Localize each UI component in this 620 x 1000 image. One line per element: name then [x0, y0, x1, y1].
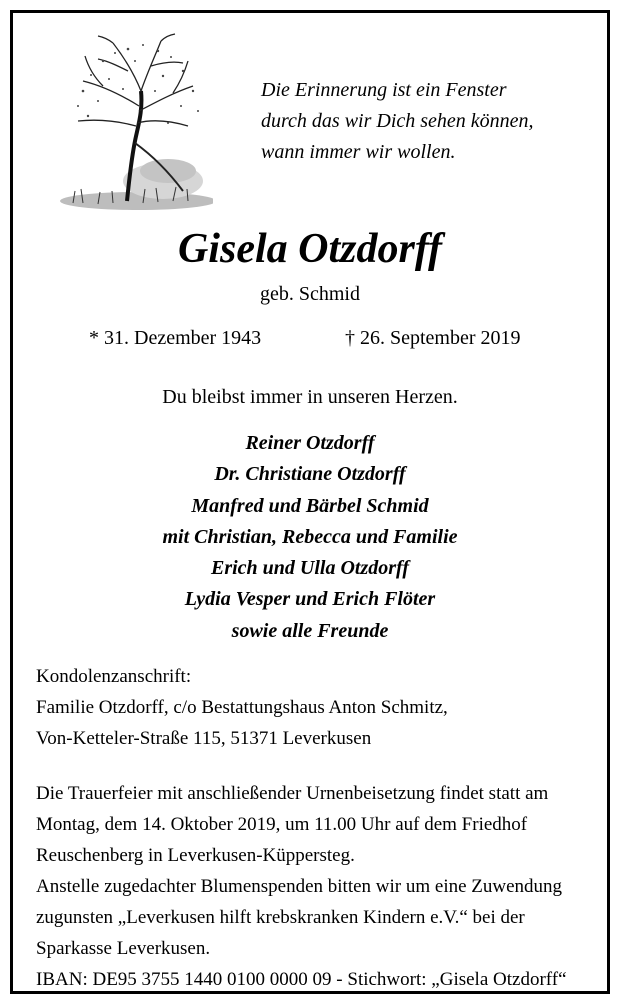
notice-line: IBAN: DE95 3755 1440 0100 0000 09 - Stichwort: „Gisela Otzdorff“ [36, 969, 567, 990]
funeral-notice [36, 778, 567, 995]
mourners-list [13, 428, 607, 647]
condolence-line: Kondolenzanschrift: [36, 666, 192, 687]
birth-name: geb. Schmid [260, 283, 360, 305]
mourner-line: Erich und Ulla Otzdorff [210, 557, 409, 580]
memorial-quote [261, 75, 534, 168]
motto: Du bleibst immer in unseren Herzen. [162, 386, 458, 408]
tree-illustration [43, 31, 213, 211]
mourner-line: Dr. Christiane Otzdorff [214, 463, 406, 486]
notice-line: Reuschenberg in Leverkusen-Küppersteg. [36, 845, 355, 866]
notice-line: Montag, dem 14. Oktober 2019, um 11.00 Uhr auf dem Friedhof [36, 814, 528, 835]
mourner-line: Lydia Vesper und Erich Flöter [184, 588, 436, 611]
condolence-address [36, 661, 448, 754]
obituary-frame [10, 10, 610, 994]
quote-line: Die Erinnerung ist ein Fenster [261, 79, 507, 101]
notice-line: Die Trauerfeier mit anschließender Urnenbeisetzung findet statt am [36, 783, 549, 804]
condolence-line: Von-Ketteler-Straße 115, 51371 Leverkusen [36, 728, 372, 749]
mourner-line: sowie alle Freunde [231, 619, 389, 642]
mourner-line: Reiner Otzdorff [245, 432, 375, 454]
deceased-name: Gisela Otzdorff [177, 226, 443, 272]
notice-line: Anstelle zugedachter Blumenspenden bitten wir um eine Zuwendung [36, 876, 563, 897]
birth-date: * 31. Dezember 1943 [89, 327, 262, 349]
mourner-line: mit Christian, Rebecca und Familie [162, 525, 458, 548]
quote-line: wann immer wir wollen. [261, 141, 456, 163]
condolence-line: Familie Otzdorff, c/o Bestattungshaus Anton Schmitz, [36, 697, 448, 718]
mourner-line: Manfred und Bärbel Schmid [191, 494, 429, 517]
notice-line: zugunsten „Leverkusen hilft krebskranken Kindern e.V.“ bei der [36, 907, 525, 928]
death-date: † 26. September 2019 [345, 327, 521, 349]
quote-line: durch das wir Dich sehen können, [261, 110, 534, 132]
notice-line: Sparkasse Leverkusen. [36, 938, 211, 959]
